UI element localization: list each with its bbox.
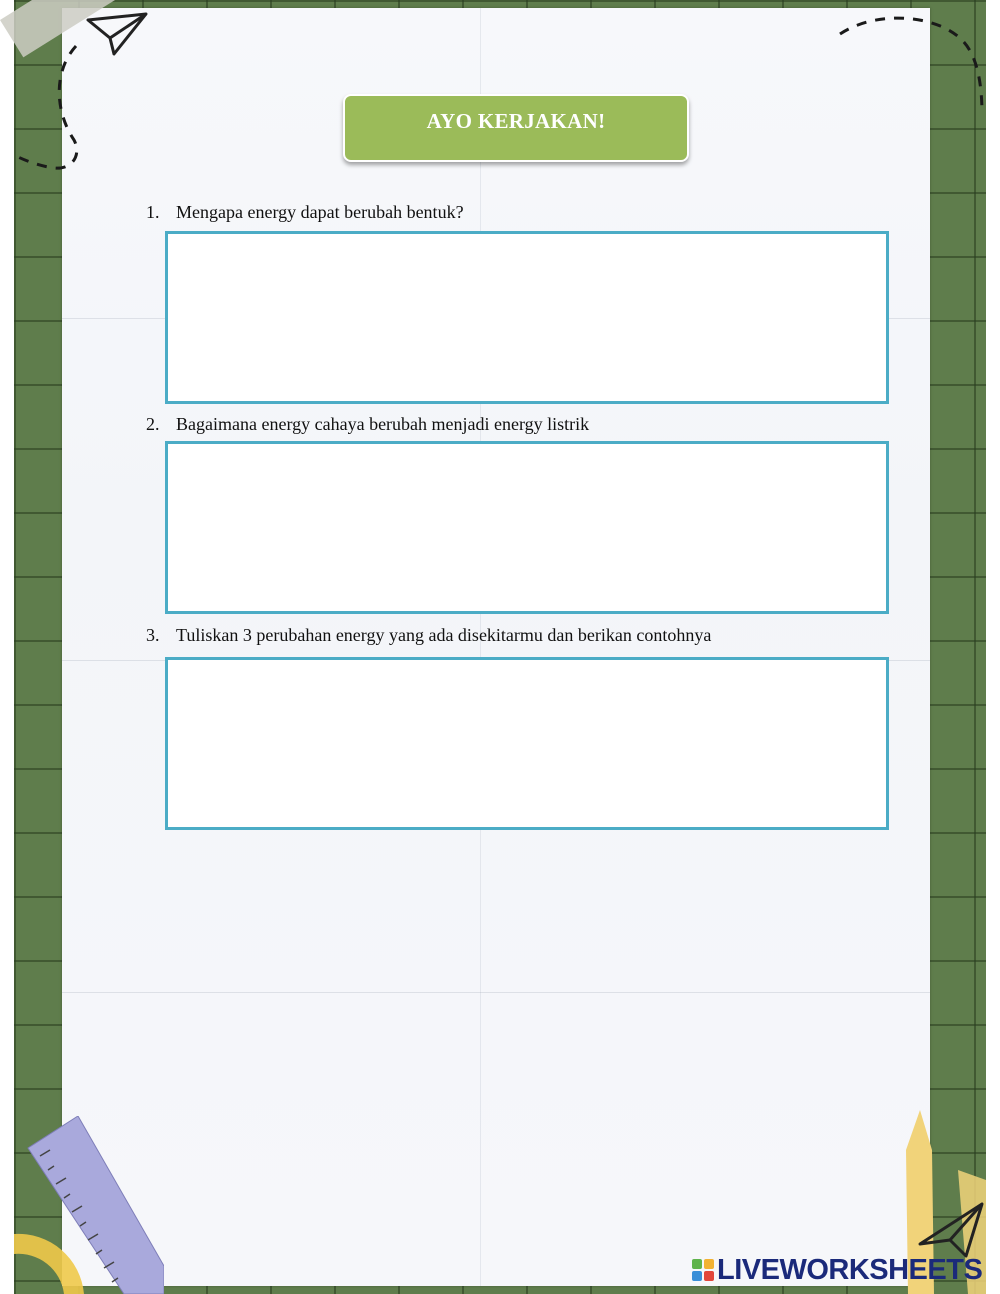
paper-plane-icon xyxy=(84,10,150,58)
question-text: Bagaimana energy cahaya berubah menjadi energy listrik xyxy=(176,414,590,434)
question-text: Tuliskan 3 perubahan energy yang ada disekitarmu dan berikan contohnya xyxy=(176,625,712,645)
page-title: AYO KERJAKAN! xyxy=(426,108,606,133)
worksheet-paper xyxy=(62,8,930,1286)
protractor-icon xyxy=(14,1224,94,1294)
paper-fold-line xyxy=(62,992,930,993)
paper-fold-line xyxy=(480,8,481,1286)
title-banner xyxy=(343,94,689,162)
page-edge xyxy=(986,0,1000,1294)
question-1 xyxy=(146,202,464,223)
question-2 xyxy=(146,414,589,435)
answer-box-3[interactable] xyxy=(165,657,889,830)
paper-plane-icon xyxy=(916,1200,986,1260)
question-number: 1. xyxy=(146,202,160,222)
liveworksheets-brand xyxy=(692,1254,982,1286)
dashed-path-decoration xyxy=(836,10,986,120)
liveworksheets-logo-icon xyxy=(692,1259,714,1281)
brand-name: LIVEWORKSHEETS xyxy=(717,1253,983,1286)
question-number: 2. xyxy=(146,414,160,434)
question-number: 3. xyxy=(146,625,160,645)
question-3 xyxy=(146,625,711,646)
answer-box-2[interactable] xyxy=(165,441,889,614)
dashed-path-decoration xyxy=(14,40,86,180)
answer-box-1[interactable] xyxy=(165,231,889,404)
question-text: Mengapa energy dapat berubah bentuk? xyxy=(176,202,464,222)
